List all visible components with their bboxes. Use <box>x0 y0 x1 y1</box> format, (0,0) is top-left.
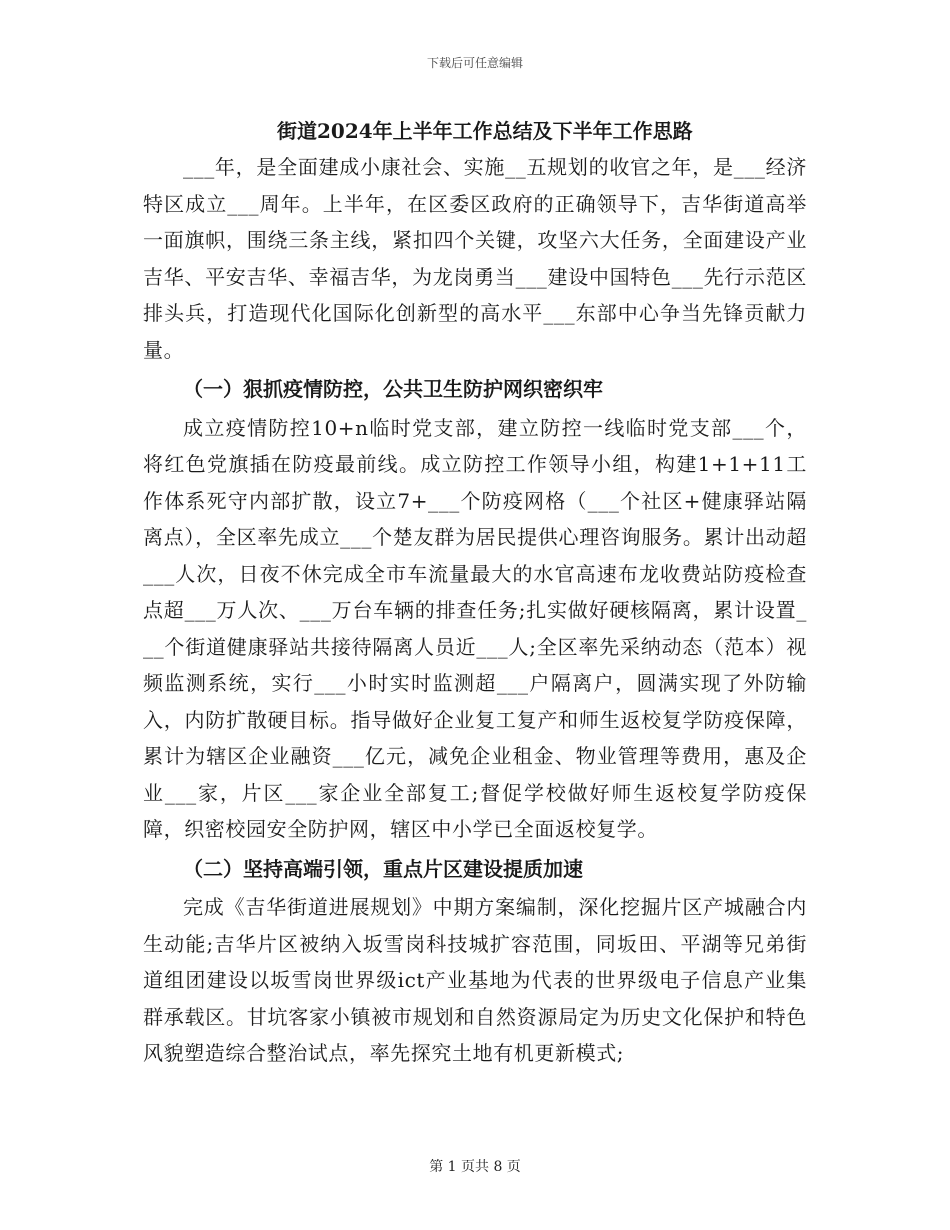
header-note: 下载后可任意编辑 <box>426 56 523 70</box>
intro-paragraph: ___年，是全面建成小康社会、实施__五规划的收官之年，是___经济特区成立___周年。上半年，在区委区政府的正确领导下，吉华街道高举一面旗帜，围绕三条主线，紧扣四个关键，攻坚六大任务，全面建设产业吉华、平安吉华、幸福吉华，为龙岗勇当___建设中国特色___先行示范区排头兵，打造现代化国际化创新型的高水平___东部中心争当先锋贡献力量。 <box>143 155 807 362</box>
section-heading-2: （二）坚持高端引领，重点片区建设提质加速 <box>183 856 583 881</box>
document-body <box>143 113 807 1072</box>
section-body-2: 完成《吉华街道进展规划》中期方案编制，深化挖掘片区产城融合内生动能;吉华片区被纳入坂雪岗科技城扩容范围，同坂田、平湖等兄弟街道组团建设以坂雪岗世界级ict产业基地为代表的世界级电子信息产业集群承载区。甘坑客家小镇被市规划和自然资源局定为历史文化保护和特色风貌塑造综合整治试点，率先探究土地有机更新模式; <box>143 895 807 1065</box>
section-heading-1: （一）狠抓疫情防控，公共卫生防护网织密织牢 <box>183 377 603 401</box>
document-title: 街道2024年上半年工作总结及下半年工作思路 <box>277 119 693 143</box>
section-body-1: 成立疫情防控10+n临时党支部，建立防控一线临时党支部___个，将红色党旗插在防疫最前线。成立防控工作领导小组，构建1+1+11工作体系死守内部扩散，设立7+___个防疫网格（___个社区+健康驿站隔离点），全区率先成立___个楚友群为居民提供心理咨询服务。累计出动超___人次，日夜不休完成全市车流量最大的水官高速布龙收费站防疫检查点超___万人次、___万台车辆的排查任务;扎实做好硬核隔离，累计设置___个街道健康驿站共接待隔离人员近___人;全区率先采纳动态（范本）视频监测系统，实行___小时实时监测超___户隔离户，圆满实现了外防输入，内防扩散硬目标。指导做好企业复工复产和师生返校复学防疫保障，累计为辖区企业融资___亿元，减免企业租金、物业管理等费用，惠及企业___家，片区___家企业全部复工;督促学校做好师生返校复学防疫保障，织密校园安全防护网，辖区中小学已全面返校复学。 <box>143 415 807 841</box>
page-footer: 第 1 页共 8 页 <box>429 1159 521 1175</box>
